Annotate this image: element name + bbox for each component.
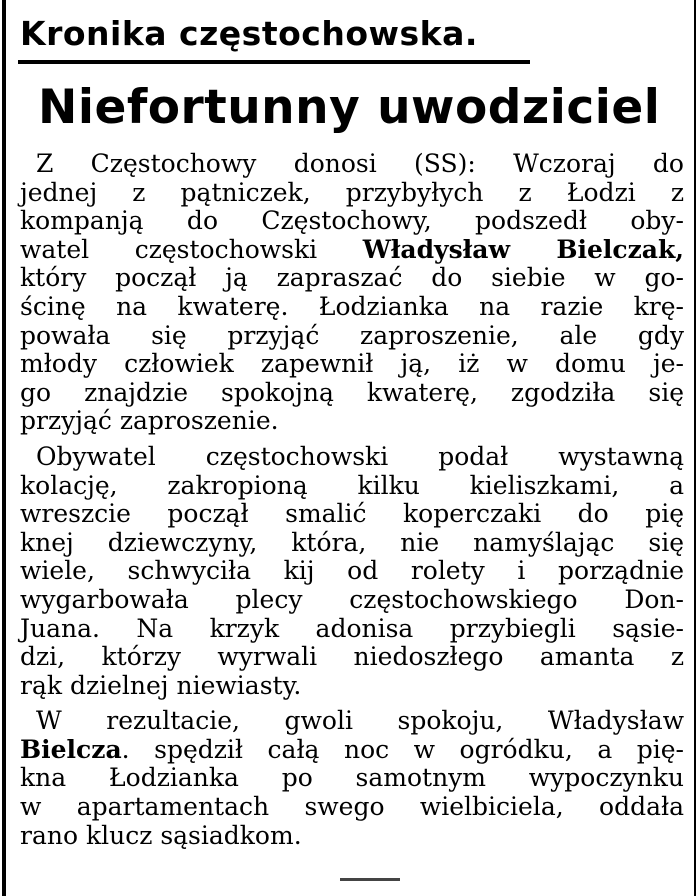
text-run: który począł ją zapraszać do siebie w go-	[20, 263, 684, 293]
text-run: . spędził całą noc w ogródku, a pię-	[121, 734, 684, 764]
article-line	[20, 407, 684, 436]
article-line	[20, 736, 684, 765]
article-line	[20, 529, 684, 558]
text-run: rano klucz sąsiadkom.	[20, 820, 302, 850]
article-line	[20, 150, 684, 179]
article-body	[20, 150, 684, 857]
text-run: W rezultacie, gwoli spokoju, Władysław	[36, 706, 684, 736]
article-line	[20, 586, 684, 615]
article-line	[20, 557, 684, 586]
bold-text: Władysław Bielczak,	[362, 234, 684, 264]
text-run: w apartamentach swego wielbiciela, oddała	[20, 792, 684, 822]
text-run: kna Łodzianka po samotnym wypoczynku	[20, 763, 684, 793]
article-line	[20, 207, 684, 236]
article-line	[20, 379, 684, 408]
article-line	[20, 822, 684, 851]
section-title: Kronika częstochowska.	[20, 14, 478, 53]
header-underline	[18, 60, 530, 64]
text-run: wreszcie począł smalić koperczaki do pię	[20, 499, 684, 529]
text-run: go znajdzie spokojną kwaterę, zgodziła się	[20, 377, 684, 407]
article-line	[20, 500, 684, 529]
article-line	[20, 293, 684, 322]
article-line	[20, 350, 684, 379]
article-line	[20, 322, 684, 351]
article-line	[20, 264, 684, 293]
text-run: przyjąć zaproszenie.	[20, 406, 279, 436]
text-run: Obywatel częstochowski podał wystawną	[36, 441, 684, 471]
article-paragraph	[20, 150, 684, 436]
article-line	[20, 236, 684, 265]
article-line	[20, 472, 684, 501]
article-line	[20, 707, 684, 736]
article-line	[20, 764, 684, 793]
article-line	[20, 672, 684, 701]
text-run: wiele, schwyciła kij od rolety i porządnie	[20, 556, 684, 586]
column-rule-right	[694, 0, 696, 896]
text-run: knej dziewczyny, która, nie namyślając się	[20, 527, 684, 557]
text-run: watel częstochowski	[20, 234, 363, 264]
bold-text: Bielcza	[20, 734, 122, 764]
text-run: kolację, zakropioną kilku kieliszkami, a	[20, 470, 684, 500]
article-paragraph	[20, 707, 684, 850]
article-line	[20, 615, 684, 644]
footer-divider	[340, 878, 400, 881]
article-line	[20, 179, 684, 208]
text-run: kompanją do Częstochowy, podszedł oby-	[20, 206, 684, 236]
text-run: rąk dzielnej niewiasty.	[20, 670, 302, 700]
column-rule-left	[2, 0, 6, 896]
article-line	[20, 443, 684, 472]
text-run: jednej z pątniczek, przybyłych z Łodzi z	[20, 177, 684, 207]
article-paragraph	[20, 443, 684, 700]
text-run: Z Częstochowy donosi (SS): Wczoraj do	[36, 149, 684, 178]
article-line	[20, 793, 684, 822]
text-run: powała się przyjąć zaproszenie, ale gdy	[20, 320, 684, 350]
text-run: młody człowiek zapewnił ją, iż w domu je-	[20, 349, 684, 379]
article-headline: Niefortunny uwodziciel	[38, 80, 661, 135]
text-run: dzi, którzy wyrwali niedoszłego amanta z	[20, 642, 684, 672]
article-line	[20, 643, 684, 672]
text-run: wygarbowała plecy częstochowskiego Don-	[20, 584, 684, 614]
text-run: ścinę na kwaterę. Łodzianka na razie krę-	[20, 291, 684, 321]
text-run: Juana. Na krzyk adonisa przybiegli sąsie-	[20, 613, 684, 643]
